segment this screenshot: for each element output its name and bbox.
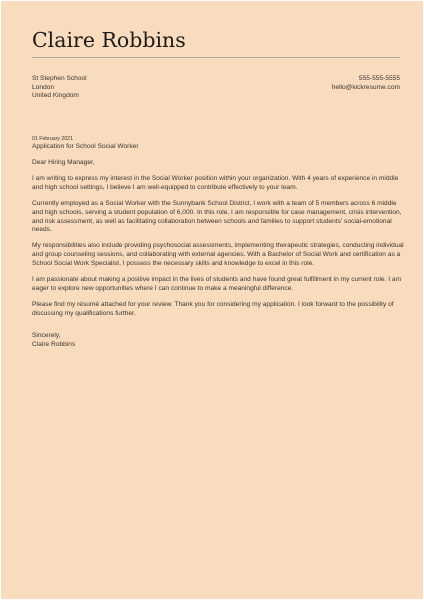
email-address: hello@kickresume.com bbox=[331, 83, 400, 91]
signature-name: Claire Robbins bbox=[32, 340, 76, 348]
contact-block bbox=[332, 75, 400, 92]
phone-number: 555-555-5555 bbox=[358, 75, 400, 82]
letter-date: 01 February 2021 bbox=[32, 136, 73, 142]
address-line: United Kingdom bbox=[32, 92, 79, 100]
address-block bbox=[32, 75, 87, 101]
letter-paragraph: I am writing to express my interest in the Social Worker position within your organization. With 4 years of experience in middle and high school settings, I believe I am well-equipped to contribute effectively to your team. bbox=[32, 174, 399, 191]
address-line: London bbox=[32, 83, 55, 91]
letter-body bbox=[32, 159, 404, 326]
letter-paragraph: Currently employed as a Social Worker with the Sunnybank School District, I work with a team of 5 members across 6 middle and high schools, serving a student population of 6,000. In this role, I am responsible for case management, crisis intervention, and risk assessment, as well as facilitating collaboration between schools and families to support students' social-emotional needs. bbox=[32, 199, 402, 234]
letter-subject: Application for School Social Worker bbox=[32, 143, 139, 150]
closing-phrase: Sincerely, bbox=[32, 332, 61, 339]
letter-paragraph: Please find my résumé attached for your review. Thank you for considering my application. I look forward to the possibility of discussing my qualifications further. bbox=[32, 300, 394, 317]
address-line: St Stephen School bbox=[32, 75, 87, 82]
letter-paragraph: My responsibilities also include providing psychosocial assessments, implementing therapeutic strategies, conducting individual and group counseling sessions, and collaborating with external agencies. With a Bachelor of Social Work and certification as a School Social Work Specialist, I possess the necessary skills and knowledge to excel in this role. bbox=[32, 242, 404, 268]
applicant-name: Claire Robbins bbox=[32, 28, 186, 52]
cover-letter-page bbox=[1, 1, 423, 599]
letter-paragraph: I am passionate about making a positive impact in the lives of students and have found great fulfillment in my current role. I am eager to explore new opportunities where I can continue to make a meaningful difference. bbox=[32, 276, 402, 292]
header-divider bbox=[32, 57, 400, 58]
letter-greeting: Dear Hiring Manager, bbox=[32, 159, 95, 166]
letter-closing bbox=[32, 332, 75, 349]
